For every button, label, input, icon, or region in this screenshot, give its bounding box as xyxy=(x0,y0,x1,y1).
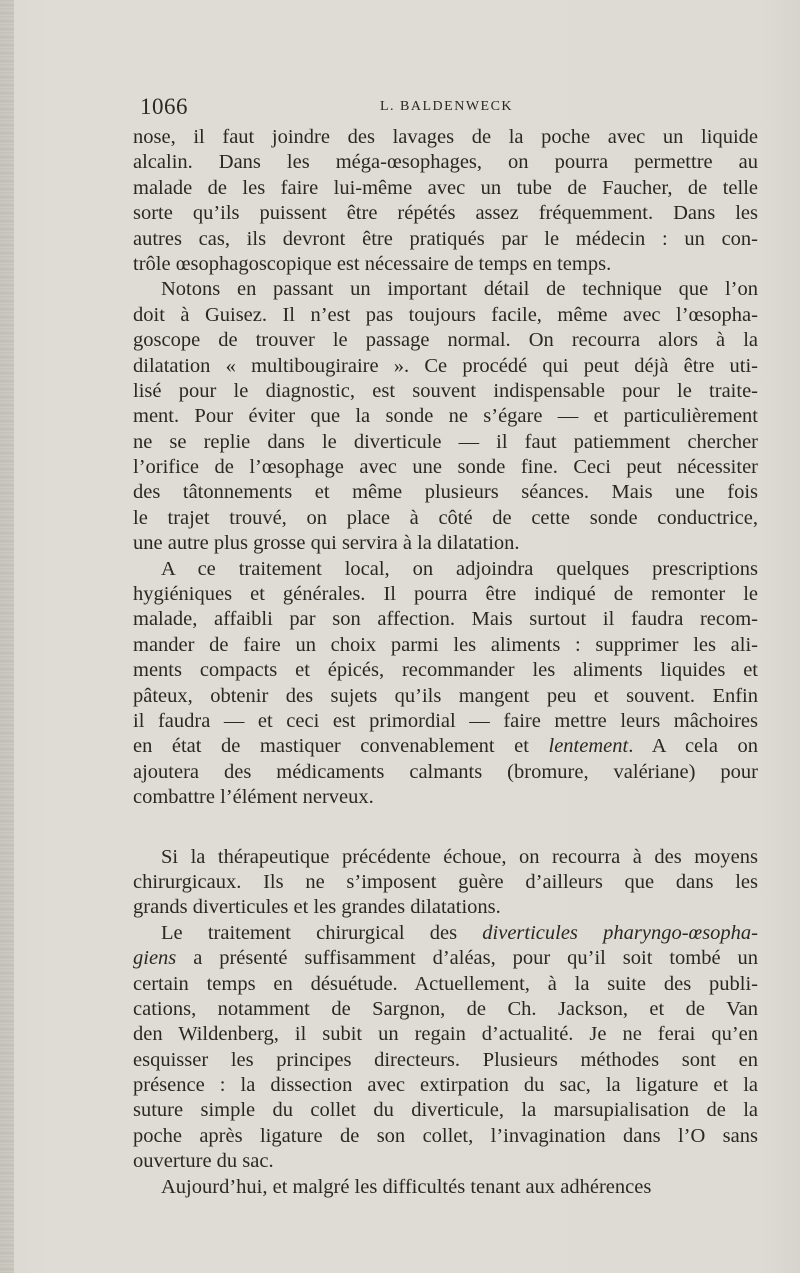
text-segment: Le traitement chirurgical des xyxy=(161,921,458,944)
text-line: dilatation « multibougiraire ». Ce procédé qui peut déjà être uti- xyxy=(133,354,758,377)
text-line: malade de les faire lui-même avec un tube de Faucher, de telle xyxy=(133,176,758,199)
text-segment: . A cela on xyxy=(628,735,758,758)
text-line: sorte qu’ils puissent être répétés assez fréquemment. Dans les xyxy=(133,202,758,225)
paragraph xyxy=(133,125,758,277)
running-head-author: L. BALDENWECK xyxy=(380,99,514,114)
text-line: ouverture du sac. xyxy=(133,1150,274,1173)
text-line: ments compacts et épicés, recommander les aliments liquides et xyxy=(133,659,758,682)
text-line: présence : la dissection avec extirpation du sac, la ligature et la xyxy=(133,1074,758,1097)
text-line: chirurgicaux. Ils ne s’imposent guère d’ailleurs que dans les xyxy=(133,870,758,893)
text-line: des tâtonnements et même plusieurs séances. Mais une fois xyxy=(133,481,758,504)
text-line: esquisser les principes directeurs. Plusieurs méthodes sont en xyxy=(133,1048,758,1071)
paragraph xyxy=(133,277,758,556)
text-line: mander de faire un choix parmi les aliments : supprimer les ali- xyxy=(133,633,758,656)
page-binding-edge xyxy=(0,0,14,1273)
text-line: cations, notamment de Sargnon, de Ch. Jackson, et de Van xyxy=(133,997,758,1020)
text-line: ment. Pour éviter que la sonde ne s’égare — et particulièrement xyxy=(133,405,758,428)
text-line-with-italic xyxy=(133,734,758,759)
text-line: nose, il faut joindre des lavages de la poche avec un liquide xyxy=(133,126,758,148)
italic-phrase: diverticules pharyngo-œsopha- xyxy=(482,921,758,944)
italic-word: lentement xyxy=(548,735,629,758)
text-line: ne se replie dans le diverticule — il faut patiemment chercher xyxy=(133,430,758,453)
text-line: autres cas, ils devront être pratiqués par le médecin : un con- xyxy=(133,227,758,250)
text-line: alcalin. Dans les méga-œsophages, on pourra permettre au xyxy=(133,151,758,174)
text-line: goscope de trouver le passage normal. On recourra alors à la xyxy=(133,329,758,352)
text-line-with-italic xyxy=(133,946,758,971)
text-line: pâteux, obtenir des sujets qu’ils mangent peu et souvent. Enfin xyxy=(133,684,758,707)
text-line: il faudra — et ceci est primordial — faire mettre leurs mâchoires xyxy=(133,709,758,732)
text-line: le trajet trouvé, on place à côté de cette sonde conductrice, xyxy=(133,506,758,529)
text-line: malade, affaibli par son affection. Mais surtout il faudra recom- xyxy=(133,608,758,631)
text-line: l’orifice de l’œsophage avec une sonde fine. Ceci peut nécessiter xyxy=(133,456,758,479)
text-line: grands diverticules et les grandes dilatations. xyxy=(133,896,501,919)
text-line: lisé pour le diagnostic, est souvent indispensable pour le traite- xyxy=(133,379,758,402)
text-line: den Wildenberg, il subit un regain d’actualité. Je ne ferai qu’en xyxy=(133,1023,758,1046)
text-line-with-italic xyxy=(133,921,758,946)
text-line: ajoutera des médicaments calmants (bromure, valériane) pour xyxy=(133,760,758,783)
text-line: certain temps en désuétude. Actuellement, à la suite des publi- xyxy=(133,972,758,995)
text-line: doit à Guisez. Il n’est pas toujours facile, même avec l’œsopha- xyxy=(133,303,758,326)
paragraph xyxy=(133,1175,758,1200)
paragraph xyxy=(133,845,758,921)
text-line: suture simple du collet du diverticule, la marsupialisation de la xyxy=(133,1099,758,1122)
text-line: A ce traitement local, on adjoindra quelques prescriptions xyxy=(161,557,758,580)
page-number: 1066 xyxy=(140,94,188,119)
text-line: trôle œsophagoscopique est nécessaire de temps en temps. xyxy=(133,252,612,275)
body-text xyxy=(133,125,758,1200)
italic-phrase: giens xyxy=(133,947,177,970)
text-line: hygiéniques et générales. Il pourra être indiqué de remonter le xyxy=(133,583,758,606)
section-gap xyxy=(133,811,758,845)
text-line: combattre l’élément nerveux. xyxy=(133,786,374,809)
page-header xyxy=(140,94,755,118)
text-segment: en état de mastiquer convenablement et xyxy=(133,735,529,758)
paragraph xyxy=(133,557,758,811)
paragraph xyxy=(133,921,758,1175)
text-line: Notons en passant un important détail de technique que l’on xyxy=(161,278,758,301)
text-line: poche après ligature de son collet, l’invagination dans l’O sans xyxy=(133,1124,758,1147)
text-line: Aujourd’hui, et malgré les difficultés tenant aux adhérences xyxy=(161,1175,652,1198)
text-line: une autre plus grosse qui servira à la dilatation. xyxy=(133,532,520,555)
text-line: Si la thérapeutique précédente échoue, on recourra à des moyens xyxy=(161,845,758,868)
text-segment: a présenté suffisamment d’aléas, pour qu’il soit tombé un xyxy=(193,947,758,970)
